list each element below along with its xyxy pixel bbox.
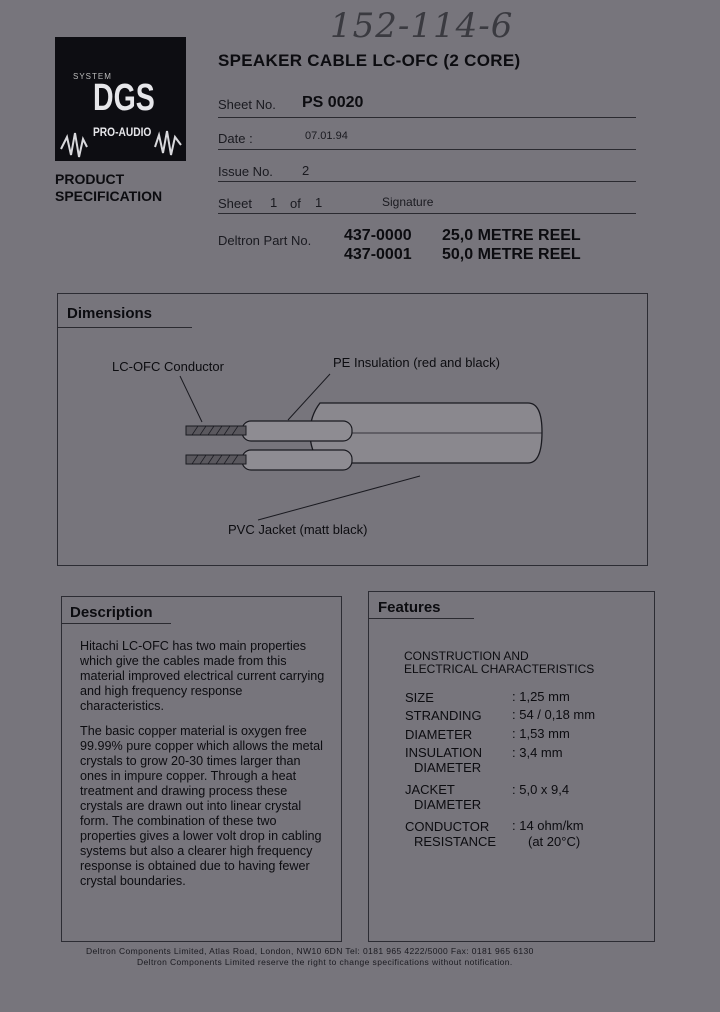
part-no-label: Deltron Part No. — [218, 233, 312, 248]
feature-name-size: SIZE — [405, 690, 434, 705]
divider — [218, 149, 636, 150]
jacket-leader-line — [258, 476, 420, 520]
insulation-label: PE Insulation (red and black) — [333, 355, 500, 370]
feature-value-diameter: : 1,53 mm — [512, 726, 570, 741]
handwritten-reference: 152-114-6 — [330, 6, 514, 46]
description-paragraph: Hitachi LC-OFC has two main properties which give the cables made from this material improved electrical current carrying and high frequency response characteristics. — [80, 639, 325, 713]
feature-name-jacket-line-2: DIAMETER — [414, 797, 482, 812]
divider — [218, 213, 636, 214]
logo-brand: DGS — [93, 77, 155, 119]
features-heading — [404, 650, 594, 676]
bottom-insulated-core — [242, 450, 352, 470]
divider — [218, 181, 636, 182]
dgs-logo — [55, 37, 186, 161]
part-desc-2: 50,0 METRE REEL — [442, 246, 581, 263]
feature-name-stranding: STRANDING — [405, 708, 482, 723]
issue-label: Issue No. — [218, 164, 273, 179]
feature-name-insulation-line-2: DIAMETER — [414, 760, 482, 775]
features-panel — [368, 591, 655, 942]
divider — [218, 117, 636, 118]
feature-value-stranding: : 54 / 0,18 mm — [512, 707, 596, 722]
sheet-label: Sheet — [218, 196, 252, 211]
date-label: Date : — [218, 131, 253, 146]
issue-value: 2 — [302, 163, 310, 178]
panel-title-underline — [61, 623, 171, 624]
panel-title-underline — [57, 327, 192, 328]
feature-value-conductor-line-2: (at 20°C) — [528, 834, 581, 849]
feature-name-insulation: INSULATION — [405, 745, 483, 760]
product-spec-line-2: SPECIFICATION — [55, 188, 163, 204]
document-title: SPEAKER CABLE LC-OFC (2 CORE) — [218, 51, 521, 70]
sheet-of-label: of — [290, 196, 301, 211]
part-code-2: 437-0001 — [344, 246, 412, 263]
feature-name-jacket: JACKET — [405, 782, 455, 797]
dimensions-title: Dimensions — [67, 305, 153, 322]
part-code-1: 437-0000 — [344, 227, 412, 244]
date-value: 07.01.94 — [305, 130, 348, 142]
cable-diagram — [150, 370, 610, 530]
logo-small-text: SYSTEM — [73, 72, 112, 81]
product-spec-line-1: PRODUCT — [55, 171, 125, 187]
feature-name-conductor: CONDUCTOR — [405, 819, 490, 834]
panel-title-underline — [368, 618, 474, 619]
features-heading-line-2: ELECTRICAL CHARACTERISTICS — [404, 662, 595, 676]
jacket-label: PVC Jacket (matt black) — [228, 522, 368, 537]
feature-value-jacket: : 5,0 x 9,4 — [512, 782, 570, 797]
conductor-label: LC-OFC Conductor — [112, 359, 224, 374]
part-desc-1: 25,0 METRE REEL — [442, 227, 581, 244]
footer-address: Deltron Components Limited, Atlas Road, London, NW10 6DN Tel: 0181 965 4222/5000 Fax: 0181 965 6130 — [86, 946, 534, 956]
logo-subtitle: PRO-AUDIO — [93, 125, 152, 139]
sheet-no-value: PS 0020 — [302, 94, 364, 111]
features-heading-line-1: CONSTRUCTION AND — [404, 649, 529, 663]
description-body — [80, 639, 328, 899]
sheet-number: 1 — [270, 195, 278, 210]
features-title: Features — [378, 599, 441, 616]
feature-value-insulation: : 3,4 mm — [512, 745, 563, 760]
top-insulated-core — [242, 421, 352, 441]
feature-value-size: : 1,25 mm — [512, 689, 570, 704]
product-specification-label — [55, 171, 162, 205]
description-paragraph: The basic copper material is oxygen free 99.99% pure copper which allows the metal crystals to grow 20-30 times larger than ones in impure copper. Through a heat treatment and drawing process these crystals are drawn out into linear crystal form. The combination of these two properties gives a lower volt drop in cabling systems but also a clearer high frequency response is obtained due to having fewer crystal boundaries. — [80, 724, 323, 888]
sheet-no-label: Sheet No. — [218, 97, 276, 112]
feature-name-diameter: DIAMETER — [405, 727, 473, 742]
feature-value-conductor: : 14 ohm/km — [512, 818, 584, 833]
footer-disclaimer: Deltron Components Limited reserve the right to change specifications without notification. — [137, 957, 513, 967]
signature-label: Signature — [382, 195, 434, 209]
sheet-total: 1 — [315, 195, 323, 210]
conductor-leader-line — [180, 376, 202, 422]
feature-name-conductor-line-2: RESISTANCE — [414, 834, 497, 849]
description-title: Description — [70, 604, 153, 621]
